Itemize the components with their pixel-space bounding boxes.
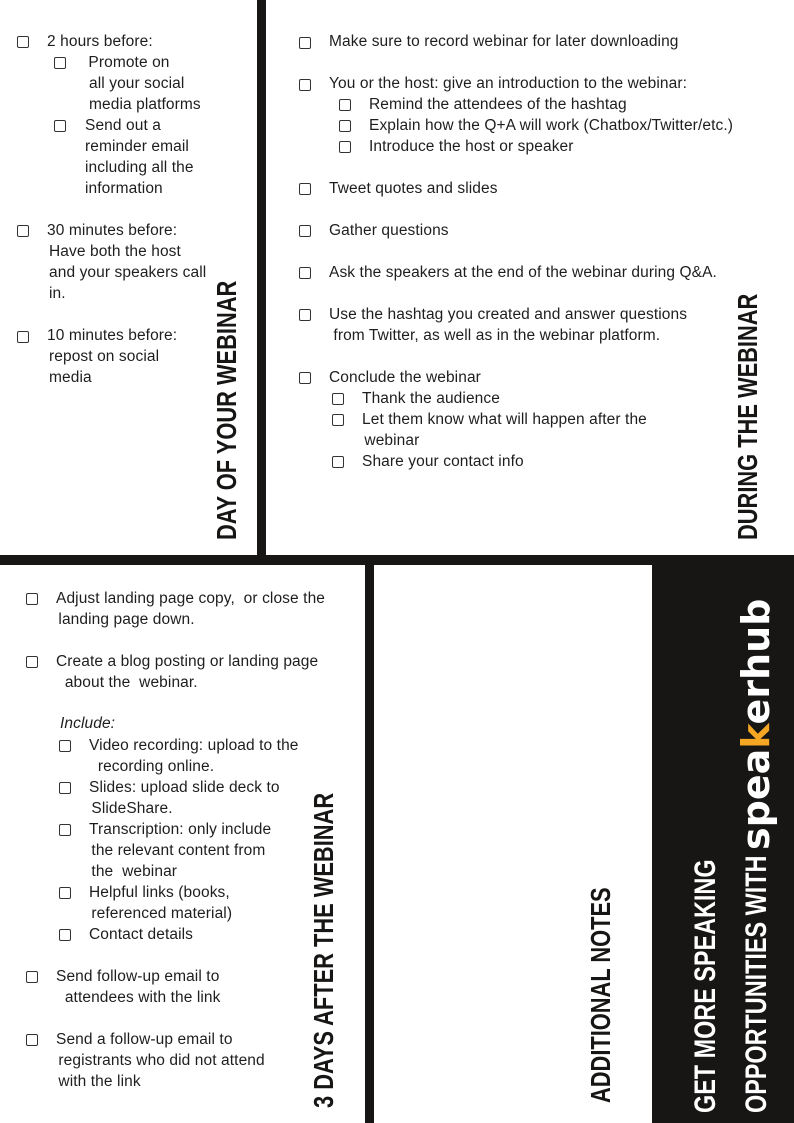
checkbox[interactable] (299, 309, 311, 321)
section-heading-notes: ADDITIONAL NOTES (585, 887, 616, 1103)
item-label: Slides: upload slide deck to (89, 779, 280, 796)
divider-vertical-bottom (365, 565, 374, 1123)
divider-vertical-top (257, 0, 266, 565)
item-label: 10 minutes before: (47, 327, 178, 344)
section-heading-after: 3 DAYS AFTER THE WEBINAR (308, 792, 339, 1108)
item-label: referenced material) (87, 905, 233, 922)
item-label: Helpful links (books, (89, 884, 230, 901)
item-label: Tweet quotes and slides (329, 180, 498, 197)
item-label: Send a follow-up email to (56, 1031, 233, 1048)
item-label: and your speakers call (49, 264, 207, 281)
checkbox[interactable] (332, 393, 344, 405)
item-label: Transcription: only include (89, 821, 272, 838)
item-label: Have both the host (49, 243, 181, 260)
promo-line-2: OPPORTUNITIES WITH (740, 855, 773, 1113)
item-label: media platforms (89, 96, 201, 113)
checkbox[interactable] (332, 456, 344, 468)
checkbox[interactable] (59, 824, 71, 836)
checkbox[interactable] (59, 929, 71, 941)
checkbox[interactable] (17, 331, 29, 343)
item-label: including all the (85, 159, 194, 176)
item-label: Send out a (85, 117, 161, 134)
checkbox[interactable] (299, 267, 311, 279)
checkbox[interactable] (59, 782, 71, 794)
checkbox[interactable] (59, 887, 71, 899)
section-heading-during: DURING THE WEBINAR (732, 293, 763, 540)
checkbox[interactable] (299, 372, 311, 384)
item-label: recording online. (89, 758, 215, 775)
checkbox[interactable] (17, 225, 29, 237)
item-label: with the link (54, 1073, 141, 1090)
item-label: Create a blog posting or landing page (56, 653, 319, 670)
item-label: Ask the speakers at the end of the webinar during Q&A. (329, 264, 717, 281)
item-label: Send follow-up email to (56, 968, 220, 985)
item-label: information (85, 180, 163, 197)
checkbox[interactable] (26, 1034, 38, 1046)
item-label: webinar (360, 432, 420, 449)
item-label: Let them know what will happen after the (362, 411, 647, 428)
item-label: Introduce the host or speaker (369, 138, 574, 155)
item-label: all your social (89, 75, 185, 92)
item-label: Remind the attendees of the hashtag (369, 96, 627, 113)
item-label: reminder email (85, 138, 189, 155)
item-label: landing page down. (54, 611, 195, 628)
item-label: Adjust landing page copy, or close the (56, 590, 326, 607)
checkbox[interactable] (299, 183, 311, 195)
checkbox[interactable] (54, 120, 66, 132)
item-label: Conclude the webinar (329, 369, 481, 386)
item-label: 2 hours before: (47, 33, 153, 50)
checkbox[interactable] (339, 120, 351, 132)
item-label: You or the host: give an introduction to the webinar: (329, 75, 688, 92)
promo-line-1: GET MORE SPEAKING (689, 859, 722, 1113)
checkbox[interactable] (26, 971, 38, 983)
checkbox[interactable] (339, 141, 351, 153)
item-label: the relevant content from (87, 842, 266, 859)
promo-panel (652, 565, 794, 1123)
item-label: about the webinar. (56, 674, 198, 691)
checkbox[interactable] (54, 57, 66, 69)
item-label: Video recording: upload to the (89, 737, 299, 754)
checkbox[interactable] (26, 656, 38, 668)
item-label: the webinar (87, 863, 178, 880)
item-label: 30 minutes before: (47, 222, 178, 239)
item-label: in. (49, 285, 66, 302)
item-label: Gather questions (329, 222, 449, 239)
speakerhub-accent-icon: k (734, 724, 778, 749)
item-label: media (49, 369, 92, 386)
item-label: Share your contact info (362, 453, 524, 470)
item-label: repost on social (49, 348, 160, 365)
item-label: Contact details (89, 926, 194, 943)
checkbox[interactable] (26, 593, 38, 605)
include-label: Include: (60, 715, 116, 732)
checkbox[interactable] (332, 414, 344, 426)
checkbox[interactable] (17, 36, 29, 48)
item-label: registrants who did not attend (54, 1052, 265, 1069)
checkbox[interactable] (299, 79, 311, 91)
item-label: Promote on (84, 54, 170, 71)
checkbox[interactable] (339, 99, 351, 111)
item-label: Make sure to record webinar for later downloading (329, 33, 679, 50)
divider-horizontal-middle (0, 555, 794, 565)
item-label: attendees with the link (56, 989, 221, 1006)
item-label: Explain how the Q+A will work (Chatbox/Twitter/etc.) (369, 117, 733, 134)
item-label: Use the hashtag you created and answer questions (329, 306, 688, 323)
item-label: SlideShare. (87, 800, 173, 817)
checkbox[interactable] (299, 225, 311, 237)
section-heading-day-of: DAY OF YOUR WEBINAR (211, 280, 242, 540)
speakerhub-logo[interactable]: speakerhub (734, 598, 778, 850)
checkbox[interactable] (59, 740, 71, 752)
item-label: Thank the audience (362, 390, 500, 407)
item-label: from Twitter, as well as in the webinar platform. (329, 327, 661, 344)
checkbox[interactable] (299, 37, 311, 49)
